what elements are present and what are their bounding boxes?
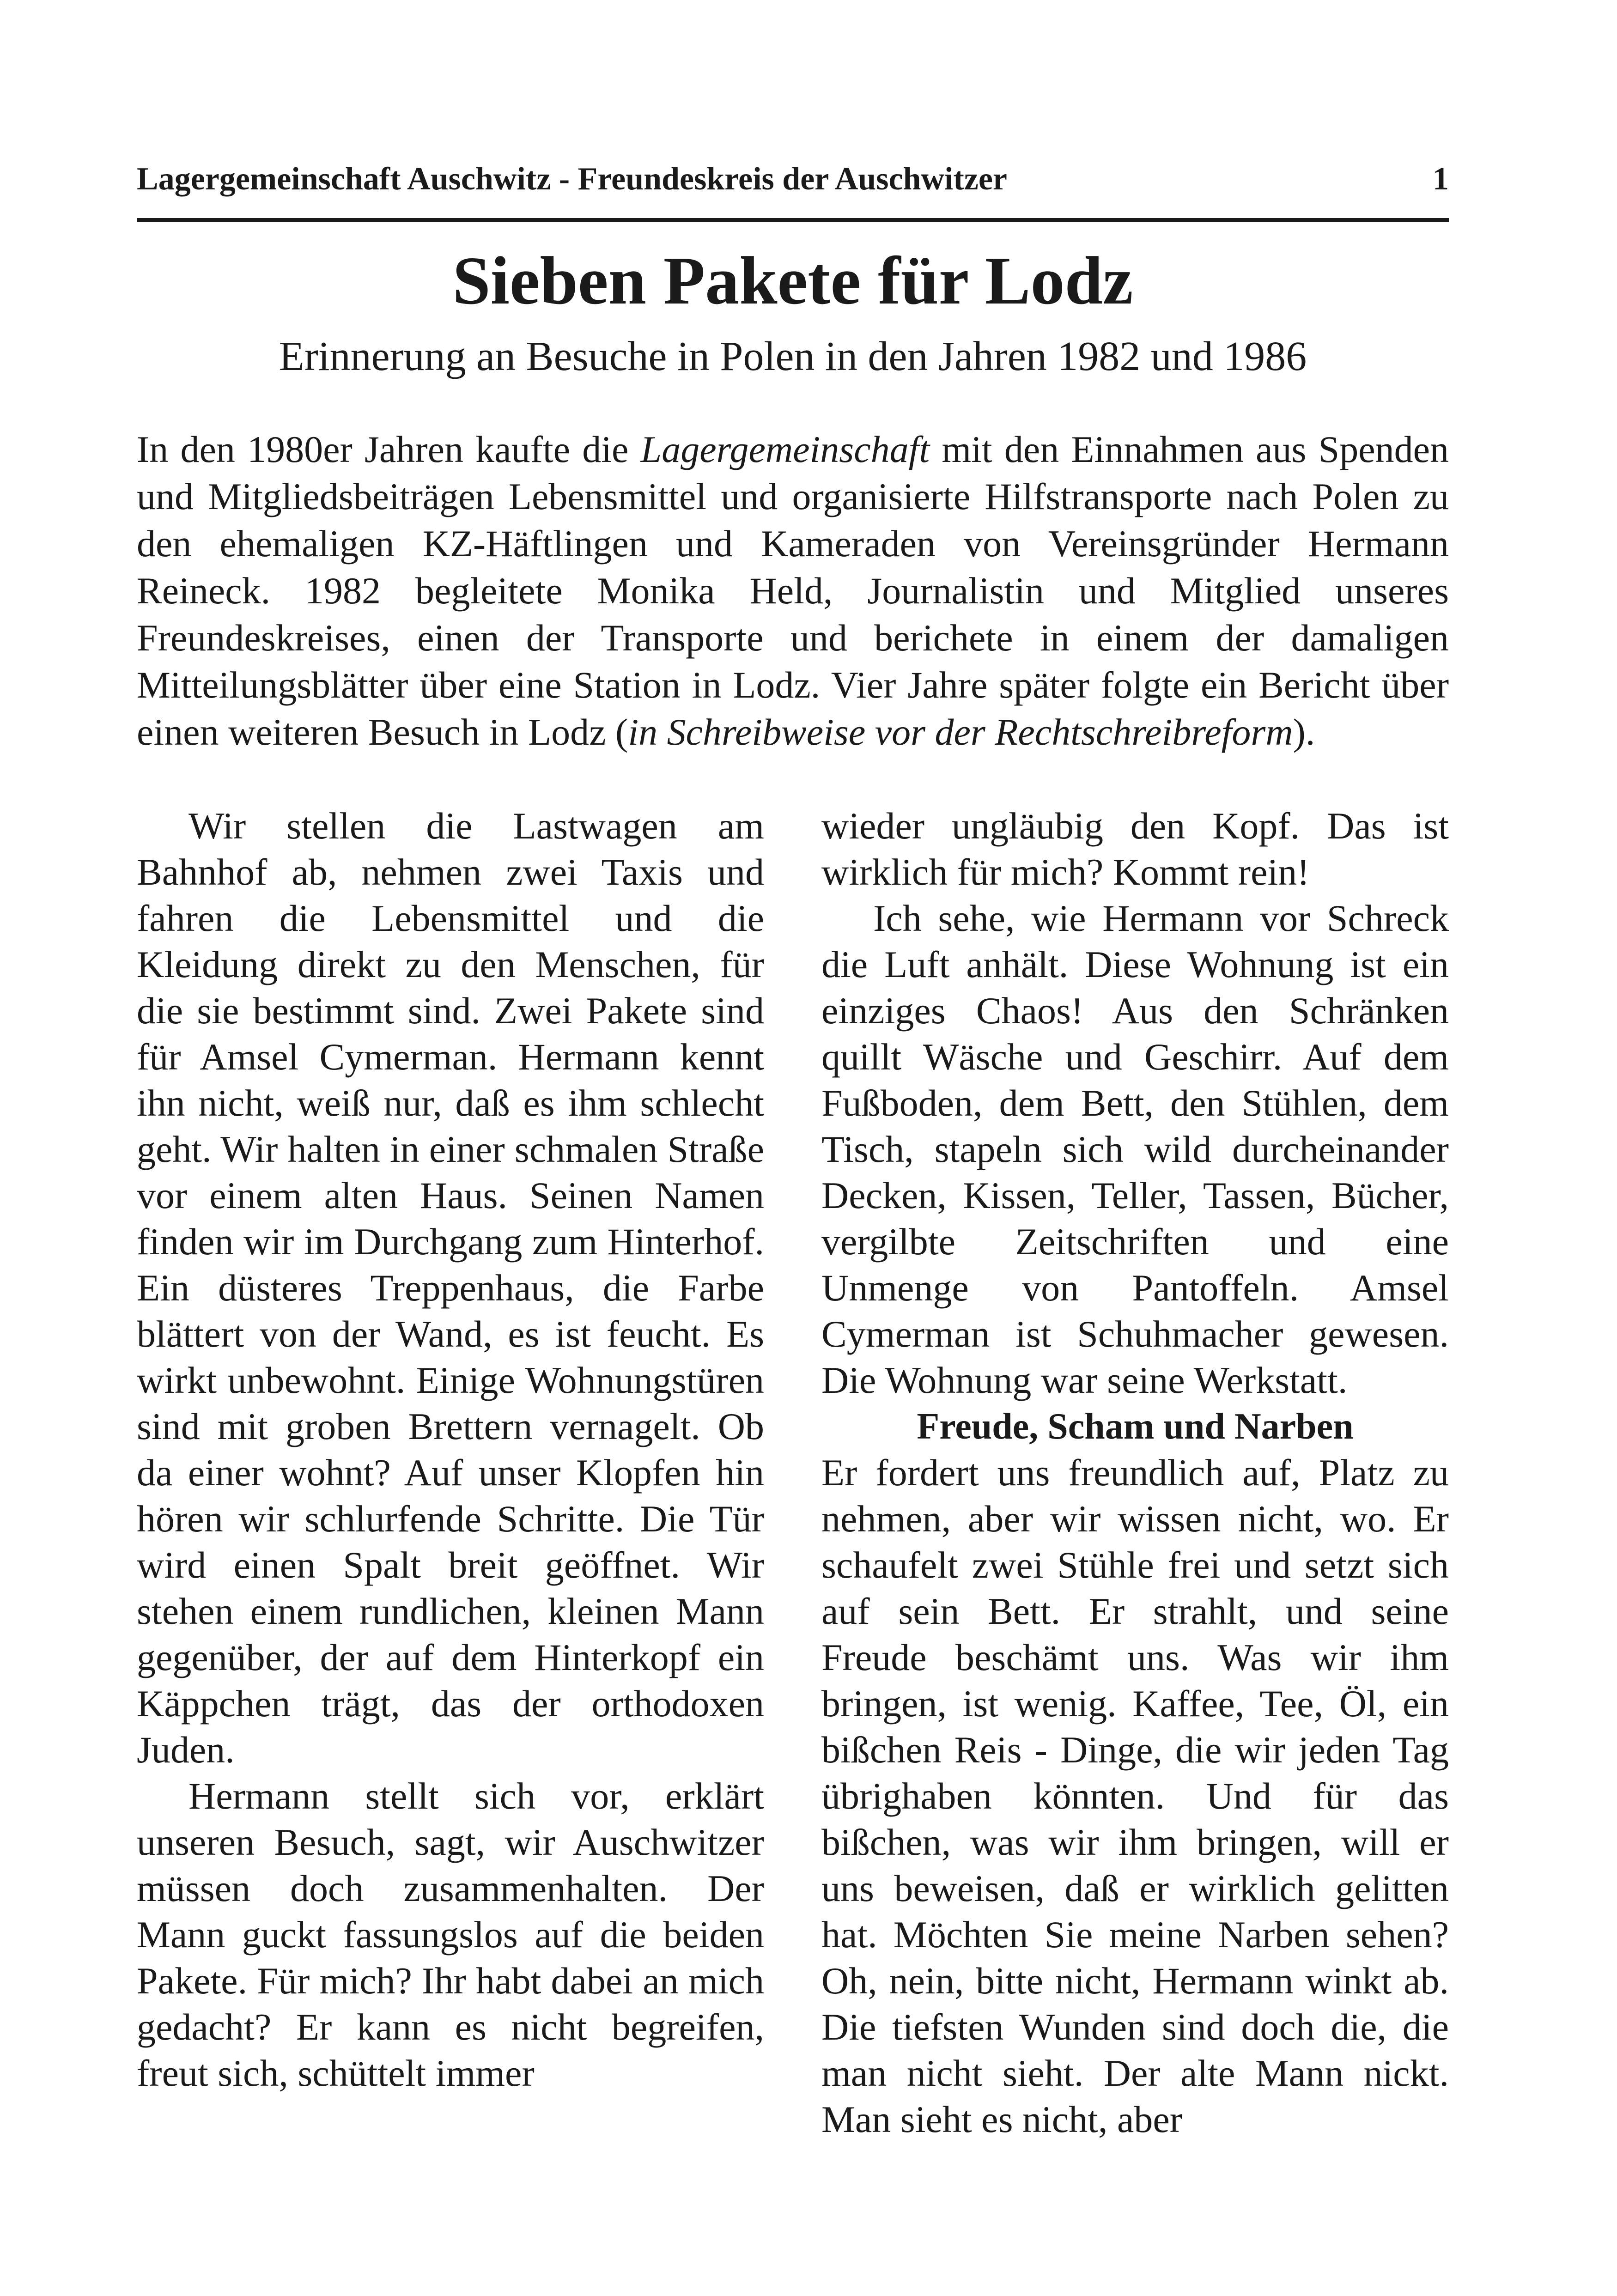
intro-italic-1: Lagergemeinschaft	[640, 428, 930, 470]
body-paragraph: Hermann stellt sich vor, erklärt unseren Besuch, sagt, wir Auschwitzer müssen doch zusammenhalten. Der Mann guckt fassungslos auf die beiden Pakete. Für mich? Ihr habt dabei an mich gedacht? Er kann es nicht begreifen, freut sich, schüttelt immer	[137, 1775, 764, 2094]
intro-text-1: In den 1980er Jahren kaufte die	[137, 428, 641, 470]
page-number: 1	[1433, 161, 1449, 197]
intro-italic-2: in Schreibweise vor der Rechtschreibreform	[628, 711, 1293, 753]
body-paragraph: Wir stellen die Lastwagen am Bahnhof ab, nehmen zwei Taxis und fahren die Lebensmittel und die Kleidung direkt zu den Menschen, für die sie bestimmt sind. Zwei Pakete sind für Amsel Cymerman. Hermann kennt ihn nicht, weiß nur, daß es ihm schlecht geht. Wir halten in einer schmalen Straße vor einem alten Haus. Seinen Namen finden wir im Durchgang zum Hinterhof. Ein düsteres Treppenhaus, die Farbe blättert von der Wand, es ist feucht. Es wirkt unbewohnt. Einige Wohnungstüren sind mit groben Brettern vernagelt. Ob da einer wohnt? Auf unser Klopfen hin hören wir schlurfende Schritte. Die Tür wird einen Spalt breit geöffnet. Wir stehen einem rundlichen, kleinen Mann gegenüber, der auf dem Hinterkopf ein Käppchen trägt, das der orthodoxen Juden.	[137, 805, 764, 1771]
publication-name: Lagergemeinschaft Auschwitz - Freundeskreis der Auschwitzer	[137, 161, 1007, 197]
body-paragraph: Er fordert uns freundlich auf, Platz zu nehmen, aber wir wissen nicht, wo. Er schaufelt zwei Stühle frei und setzt sich auf sein Bett. Er strahlt, und seine Freude beschämt uns. Was wir ihm bringen, ist wenig. Kaffee, Tee, Öl, ein bißchen Reis - Dinge, die wir jeden Tag übrighaben könnten. Und für das bißchen, was wir ihm bringen, will er uns beweisen, daß er wirklich gelitten hat. Möchten Sie meine Narben sehen? Oh, nein, bitte nicht, Hermann winkt ab. Die tiefsten Wunden sind doch die, die man nicht sieht. Der alte Mann nickt. Man sieht es nicht, aber	[821, 1452, 1449, 2140]
body-paragraph: wieder ungläubig den Kopf. Das ist wirklich für mich? Kommt rein!	[821, 805, 1449, 893]
intro-text-3: ).	[1293, 711, 1315, 753]
article-subtitle: Erinnerung an Besuche in Polen in den Jahren 1982 und 1986	[279, 334, 1307, 379]
right-column	[821, 803, 1449, 2143]
page-header	[137, 157, 1449, 222]
article-intro	[137, 426, 1449, 756]
intro-text-2: mit den Einnahmen aus Spenden und Mitgliedsbeiträgen Lebensmittel und organisierte Hilfstransporte nach Polen zu den ehemaligen KZ-Häftlingen und Kameraden von Vereinsgründer Hermann Reineck. 1982 begleitete Monika Held, Journalistin und Mitglied unseres Freundeskreises, einen der Transporte und berichete in einem der damaligen Mitteilungsblätter über eine Station in Lodz. Vier Jahre später folgte ein Bericht über einen weiteren Besuch in Lodz (	[137, 428, 1449, 753]
body-paragraph: Ich sehe, wie Hermann vor Schreck die Luft anhält. Diese Wohnung ist ein einziges Chaos! Aus den Schränken quillt Wäsche und Geschirr. Auf dem Fußboden, dem Bett, den Stühlen, dem Tisch, stapeln sich wild durcheinander Decken, Kissen, Teller, Tassen, Bücher, vergilbte Zeitschriften und eine Unmenge von Pantoffeln. Amsel Cymerman ist Schuhmacher gewesen. Die Wohnung war seine Werkstatt.	[821, 897, 1449, 1401]
article-title: Sieben Pakete für Lodz	[452, 243, 1133, 319]
section-heading: Freude, Scham und Narben	[917, 1406, 1354, 1447]
left-column	[137, 803, 764, 2096]
